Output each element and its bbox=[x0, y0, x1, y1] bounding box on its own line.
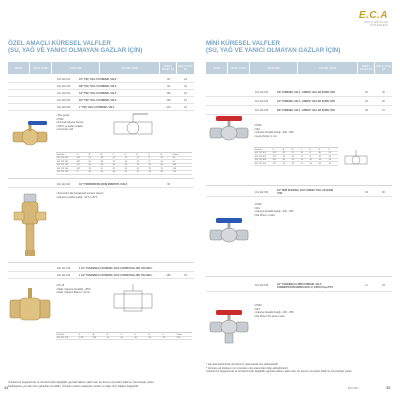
header-name: ÜRÜN ADI bbox=[52, 62, 100, 74]
left-dimension-table-2: Ürün No G A B C D E F Paket 402 112 128 1 1/4" 118 70 64 40 32 28 250 bbox=[56, 332, 192, 340]
header-drawing: TEKNİK ÇİZİM bbox=[100, 62, 160, 74]
union-valve-technical-drawing bbox=[112, 282, 154, 318]
catalog-number: ECA 1417 bbox=[348, 387, 359, 390]
left-product3-table bbox=[8, 265, 194, 279]
header-code: ÜRÜN KODU bbox=[30, 62, 52, 74]
union-ball-valve-image bbox=[8, 282, 52, 332]
table-row: 101 122 105 1" TEÇ YOLLU KÜRESEL VALF 272 12 bbox=[8, 104, 194, 111]
header-drawing: TEKNİK ÇİZİM bbox=[298, 62, 358, 74]
left-product1-table bbox=[8, 76, 194, 111]
left-title-line1: ÖZEL AMAÇLI KÜRESEL VALFLER bbox=[8, 40, 111, 47]
right-title-line1: MİNİ KÜRESEL VALFLER bbox=[206, 40, 281, 47]
table-row: 101 112 103 3/8" KÜRESEL VALF - ERKEK YOLLAR İÇ/DIŞ YON 48 72 bbox=[206, 106, 392, 115]
table-row: 101 122 103 1/2" TEÇ YOLLU KÜRESEL VALF 160 20 bbox=[8, 90, 194, 97]
header-product: ÜRÜN bbox=[8, 62, 30, 74]
right-product2-features: • PN30 • Mini • Çalışma Sıcaklık Aralığı: -20C - 85C • Dar Piston 1 valve bbox=[254, 203, 294, 217]
right-divider-1 bbox=[206, 185, 392, 186]
right-title-line2: (SU, YAĞ VE YANICI OLMAYAN GAZLAR İÇİN) bbox=[206, 47, 341, 55]
header-pack: ADET / PAKET İÇİ bbox=[358, 62, 375, 74]
left-dimension-table: Ürün No G A B C D E F H Paket 101 122 101 1/4" 55 38 32 14 12 8 50 96 101 122 102 3/8" 55 38 32 14 12 8 50 96 101 122 103 1/2" 60 44 36 16 15 10 60 160 101 122 104 3/4" 70 50 42 18 20 12 70 160 101 122 105 1" 84 58 48 20 25 16 80 272 bbox=[56, 152, 192, 175]
logo-subtitle: AKILLI EŞYALAR SİSTEMLERİ bbox=[364, 21, 388, 27]
left-footnotes: Ürünlerimiz belgelerinde ve ürünlerimizde değişiklik yapmak hakkını saklı tutar, bu durumu önceden bildirme zorunluluğu yoktur. Kataloglaron yer alan ürün görselleri temsilidir. Ürünlerin sizlere ulaştırılan renkler ve diğer ürün bilgileri değişebilir. bbox=[8, 381, 155, 388]
table-row: 402 112 128 1 1/4" TANGENÇLU KÜRESEL VALF (YARIM KOLLAR) YOLUNLU bbox=[8, 265, 194, 272]
left-table-header bbox=[8, 62, 194, 74]
table-row: 401 111 118 1/2" TERMOSIFON ÇIKIŞ EMNİYETLİ VALF 36 bbox=[8, 181, 194, 188]
brass-ball-valve-image bbox=[10, 112, 50, 152]
table-row: 101 122 102 3/8" TEÇ YOLLU KÜRESEL VALF 96 24 bbox=[8, 83, 194, 90]
table-row: 402 112 129 1 1/2" TANGENÇLU KÜRESEL VALF (YARIM KOLLAR) YOLUNLU 250 15 bbox=[8, 272, 194, 279]
mini-valve-tee-red-handle-image bbox=[208, 300, 250, 346]
valve-technical-drawing bbox=[112, 110, 154, 140]
right-divider-2 bbox=[206, 276, 392, 277]
table-row: 101 112 102 1/4" KÜRESEL VALF - ERKEK YOLLAR İÇ/DIŞ YON 24 40 bbox=[206, 97, 392, 106]
table-row: 101 112 155 1/2" TANGENÇLU MİNİ KÜRESEL VALF - KONNEKSİYON ERKEK-KOLLU, EPOXİ Veya PTX 11 24 bbox=[206, 280, 392, 292]
left-product2-table bbox=[8, 181, 194, 188]
right-product3-features: • PN30 • Mini • Çalışma Sıcaklık Aralığı: -20C - 85C • Dar Piston Tipi ekseni valve bbox=[254, 304, 294, 318]
left-page-number: 34 bbox=[4, 385, 9, 390]
right-table-header bbox=[206, 62, 392, 74]
right-page bbox=[200, 0, 400, 400]
header-product: ÜRÜN bbox=[206, 62, 228, 74]
right-page-number: 35 bbox=[386, 385, 391, 390]
header-pack: ADET / PAKET İÇİ bbox=[160, 62, 177, 74]
right-product3-table bbox=[206, 280, 392, 292]
right-section-title bbox=[206, 40, 391, 55]
right-product1-features: • PN30 • Mini • Çalışma Sıcaklık Aralığı: -20C - 85C • Geçiş Ölçüsü: 4 mm bbox=[254, 124, 294, 138]
header-box: ADET / KOLİ İÇİ bbox=[178, 65, 193, 71]
table-row: 101 122 101 1/4" TEÇ YOLLU KÜRESEL VALF 96 24 bbox=[8, 76, 194, 83]
left-section-title bbox=[8, 40, 193, 55]
mini-valve-blue-handle-image bbox=[208, 210, 250, 252]
thermosiphon-safety-valve-image bbox=[10, 190, 50, 260]
table-row: 101 112 150 1/2" MİNİ KÜRESEL VALF ERKEK YOLLAR İÇ/DIŞ YON 36 36 bbox=[206, 188, 392, 197]
right-dimension-table: Ürün No G A B C D E F 101 112 101 1/8" 42 22 16 8 30 24 101 112 102 1/4" 44 24 17 8 32 26 101 112 103 3/8" 46 26 19 10 34 28 101 112 104 1/2" 50 28 21 10 36 30 bbox=[254, 147, 338, 166]
table-row: 101 122 104 3/4" TEÇ YOLLU KÜRESEL VALF 160 10 bbox=[8, 97, 194, 104]
mini-valve-technical-drawing bbox=[344, 148, 368, 170]
mini-valve-red-handle-image bbox=[208, 108, 250, 150]
left-product2-features: • Termosifon ilişi hassasiyetli emniyet sistemi • Çalışma sıcaklık aralığı: -10°C/+ 80°C bbox=[56, 192, 116, 199]
brand-logo bbox=[348, 10, 388, 27]
left-product3-features: • PN 16 • Maks. Çalışma Sıcaklığı: +85°C • Maks. Çalışma Basıncı: 10 bar bbox=[56, 284, 91, 295]
table-row: 101 112 101 1/8" KÜRESEL VALF - ERKEK YOLLAR İÇ/DIŞ YON 20 30 bbox=[206, 88, 392, 97]
header-code: ÜRÜN KODU bbox=[228, 62, 250, 74]
left-divider-1 bbox=[8, 178, 194, 179]
header-name: ÜRÜN ADI bbox=[250, 62, 298, 74]
right-product2-table bbox=[206, 188, 392, 197]
left-title-line2: (SU, YAĞ VE YANICI OLMAYAN GAZLAR İÇİN) bbox=[8, 47, 143, 55]
right-footnotes: * Işık sistemlerimizde ürünlerimiz yasal olarak test edilmektedir. * Ürünlere ait ölçülere mm cinsinden olup sitemizden bilgi edinebilirsiniz. Ürünlerimiz belgelerinde ve ürünlerimizde değişiklik yapmak hakkını saklı tutar, bu durumu önceden bildirme zorunluluğu yoktur. bbox=[206, 363, 353, 374]
logo-text: E.C.A bbox=[358, 10, 388, 21]
left-divider-2 bbox=[8, 262, 194, 263]
header-box: ADET / KOLİ İÇİ bbox=[376, 65, 391, 71]
left-product1-features: • Tam geçişli • PN30 • Nominal çalışma basıncı • 100°C ye kadar sıcaklık • 2 konumlu valf bbox=[56, 114, 84, 132]
